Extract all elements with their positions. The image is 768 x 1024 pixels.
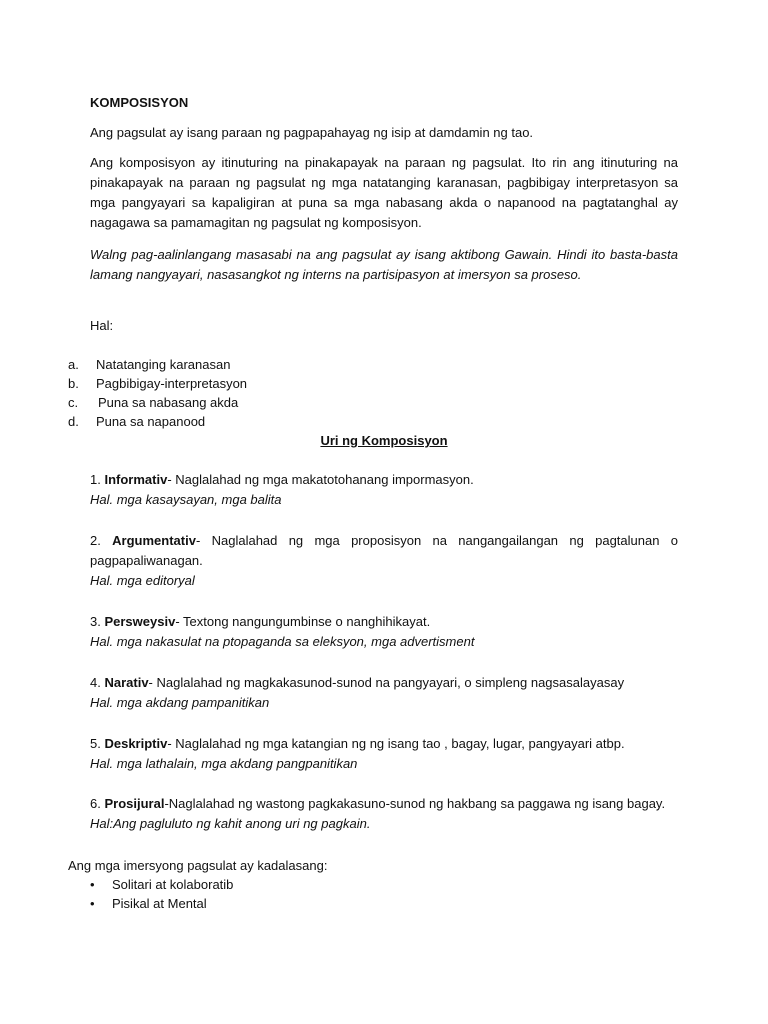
- list-item-text: Puna sa nabasang akda: [98, 395, 239, 410]
- type-example: Hal. mga nakasulat na ptopaganda sa eleksyon, mga advertisment: [90, 634, 475, 649]
- type-example: Hal. mga lathalain, mga akdang pangpanitikan: [90, 756, 358, 771]
- type-number: 1.: [90, 472, 101, 487]
- list-item-text: Pagbibigay-interpretasyon: [96, 376, 248, 391]
- list-marker: b.: [68, 376, 79, 391]
- paragraph-komposisyon: Ang komposisyon ay itinuturing na pinakapayak na paraan ng pagsulat. Ito rin ang itinuturing na pinakapayak na paraan ng pagsulat ng mga natatanging karanasan, pagbibigay interpretasyon sa mga pangyayari sa kapaligiran at puna sa mga nabasang akda o napanood na pagtatanghal ay nagagawa sa pamamagitan ng pagsulat ng komposisyon.: [90, 155, 678, 230]
- type-number: 4.: [90, 675, 101, 690]
- paragraph-pagsulat-aktibo: Walng pag-aalinlangang masasabi na ang pagsulat ay isang aktibong Gawain. Hindi ito basta-basta lamang nangyayari, nasasangkot ng interns na partisipasyon at imersyon sa proseso.: [90, 247, 678, 282]
- type-number: 3.: [90, 614, 101, 629]
- type-number: 6.: [90, 796, 101, 811]
- type-description: - Naglalahad ng mga makatotohanang impormasyon.: [167, 472, 474, 487]
- type-item-informativ: [90, 470, 678, 510]
- hal-label: Hal:: [90, 318, 114, 333]
- document-title: KOMPOSISYON: [90, 95, 189, 110]
- type-number: 5.: [90, 736, 101, 751]
- type-item-persweysiv: [90, 612, 678, 652]
- definition-text: Ang pagsulat ay isang paraan ng pagpapahayag ng isip at damdamin ng tao.: [90, 125, 534, 140]
- list-marker: d.: [68, 414, 79, 429]
- type-example: Hal. mga kasaysayan, mga balita: [90, 492, 282, 507]
- section-title: Uri ng Komposisyon: [320, 433, 448, 448]
- list-marker: a.: [68, 357, 79, 372]
- type-description: - Naglalahad ng magkakasunod-sunod na pangyayari, o simpleng nagsasalayasay: [148, 675, 625, 690]
- type-example: Hal:Ang pagluluto ng kahit anong uri ng pagkain.: [90, 816, 371, 831]
- type-name: Prosijural: [104, 796, 165, 811]
- list-marker: c.: [68, 395, 79, 410]
- closing-intro: Ang mga imersyong pagsulat ay kadalasang:: [68, 858, 328, 873]
- type-name: Informativ: [104, 472, 168, 487]
- list-item-text: Puna sa napanood: [96, 414, 206, 429]
- type-name: Narativ: [104, 675, 149, 690]
- type-item-deskriptiv: [90, 734, 678, 774]
- type-name: Deskriptiv: [104, 736, 168, 751]
- type-name: Persweysiv: [104, 614, 176, 629]
- type-number: 2.: [90, 533, 101, 548]
- type-item-argumentativ: [90, 531, 678, 591]
- type-description: - Naglalahad ng mga proposisyon na nangangailangan ng pagtalunan o pagpapaliwanagan.: [90, 533, 678, 568]
- list-item-text: Solitari at kolaboratib: [112, 877, 234, 892]
- type-description: - Naglalahad ng mga katangian ng ng isang tao , bagay, lugar, pangyayari atbp.: [167, 736, 625, 751]
- type-example: Hal. mga editoryal: [90, 573, 195, 588]
- type-name: Argumentativ: [112, 533, 196, 548]
- type-item-narativ: [90, 673, 678, 713]
- bullet-icon: •: [90, 877, 95, 892]
- list-item-text: Pisikal at Mental: [112, 896, 207, 911]
- type-description: -Naglalahad ng wastong pagkakasuno-sunod ng hakbang sa paggawa ng isang bagay.: [164, 796, 666, 811]
- type-description: - Textong nangungumbinse o nanghihikayat.: [175, 614, 431, 629]
- type-item-prosijural: [90, 794, 678, 834]
- list-item-text: Natatanging karanasan: [96, 357, 231, 372]
- type-example: Hal. mga akdang pampanitikan: [90, 695, 270, 710]
- bullet-icon: •: [90, 896, 95, 911]
